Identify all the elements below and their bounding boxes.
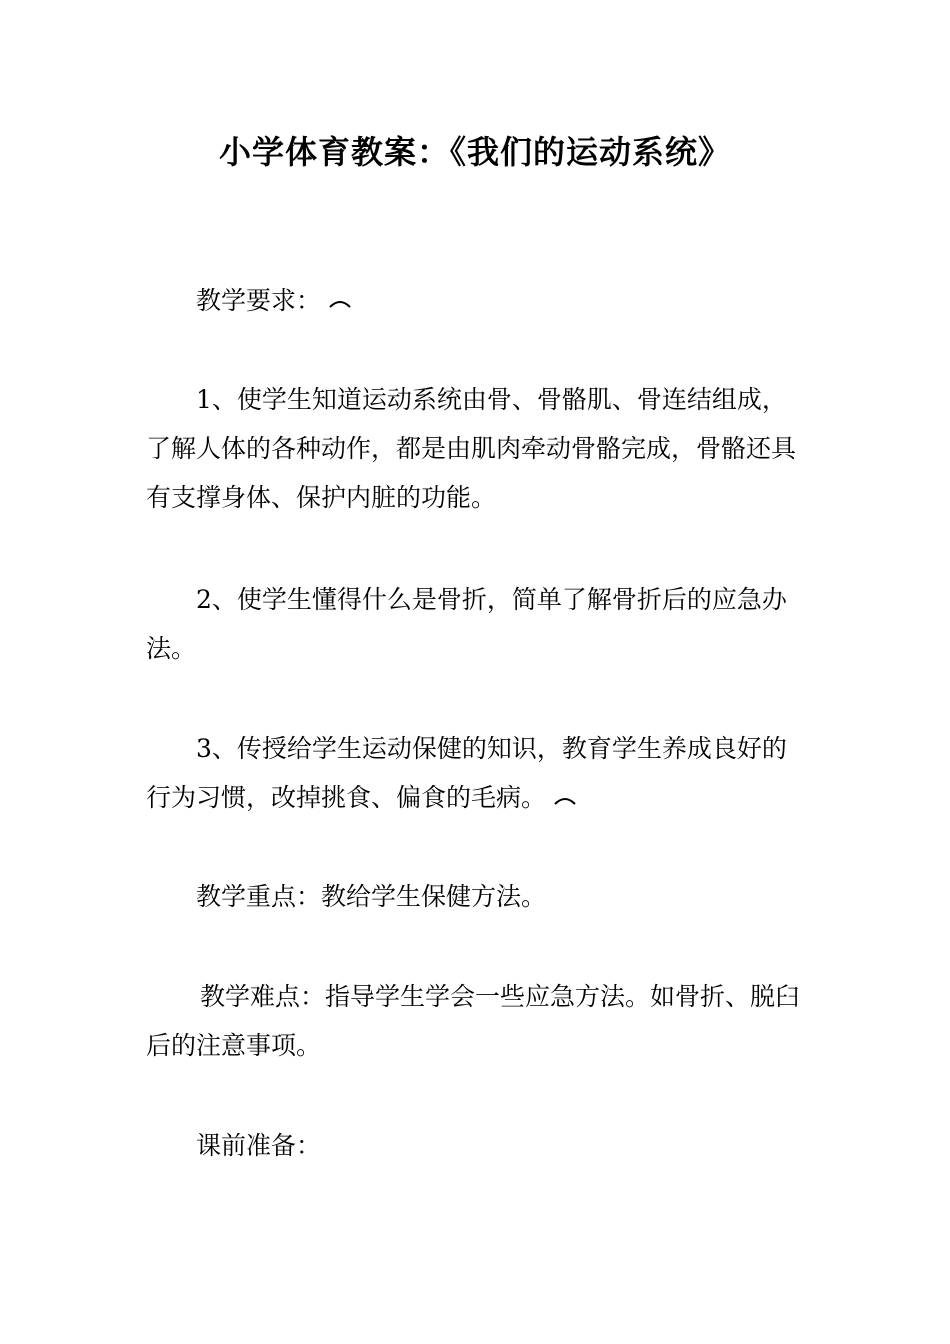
document-title: 小学体育教案：《我们的运动系统》 <box>218 133 731 171</box>
preparation-heading: 课前准备： <box>196 1131 322 1160</box>
requirement-2: 2、使学生懂得什么是骨折，简单了解骨折后的应急办法。 <box>146 585 787 663</box>
requirement-3-paragraph <box>146 724 808 822</box>
key-point: 教学重点：教给学生保健方法。 <box>196 882 547 911</box>
arc-mark-icon <box>329 297 351 309</box>
requirements-heading: 教学要求： <box>196 286 322 315</box>
requirement-3: 3、传授给学生运动保健的知识，教育学生养成良好的行为习惯，改掉挑食、偏食的毛病。 <box>146 734 787 812</box>
difficulty: 教学难点：指导学生学会一些应急方法。如骨折、脱臼后的注意事项。 <box>146 982 801 1060</box>
requirements-heading-paragraph <box>146 276 808 325</box>
requirement-1: 1、使学生知道运动系统由骨、骨骼肌、骨连结组成，了解人体的各种动作，都是由肌肉牵动骨骼完成，骨骼还具有支撑身体、保护内脏的功能。 <box>146 385 797 512</box>
arc-mark-icon <box>554 794 576 806</box>
